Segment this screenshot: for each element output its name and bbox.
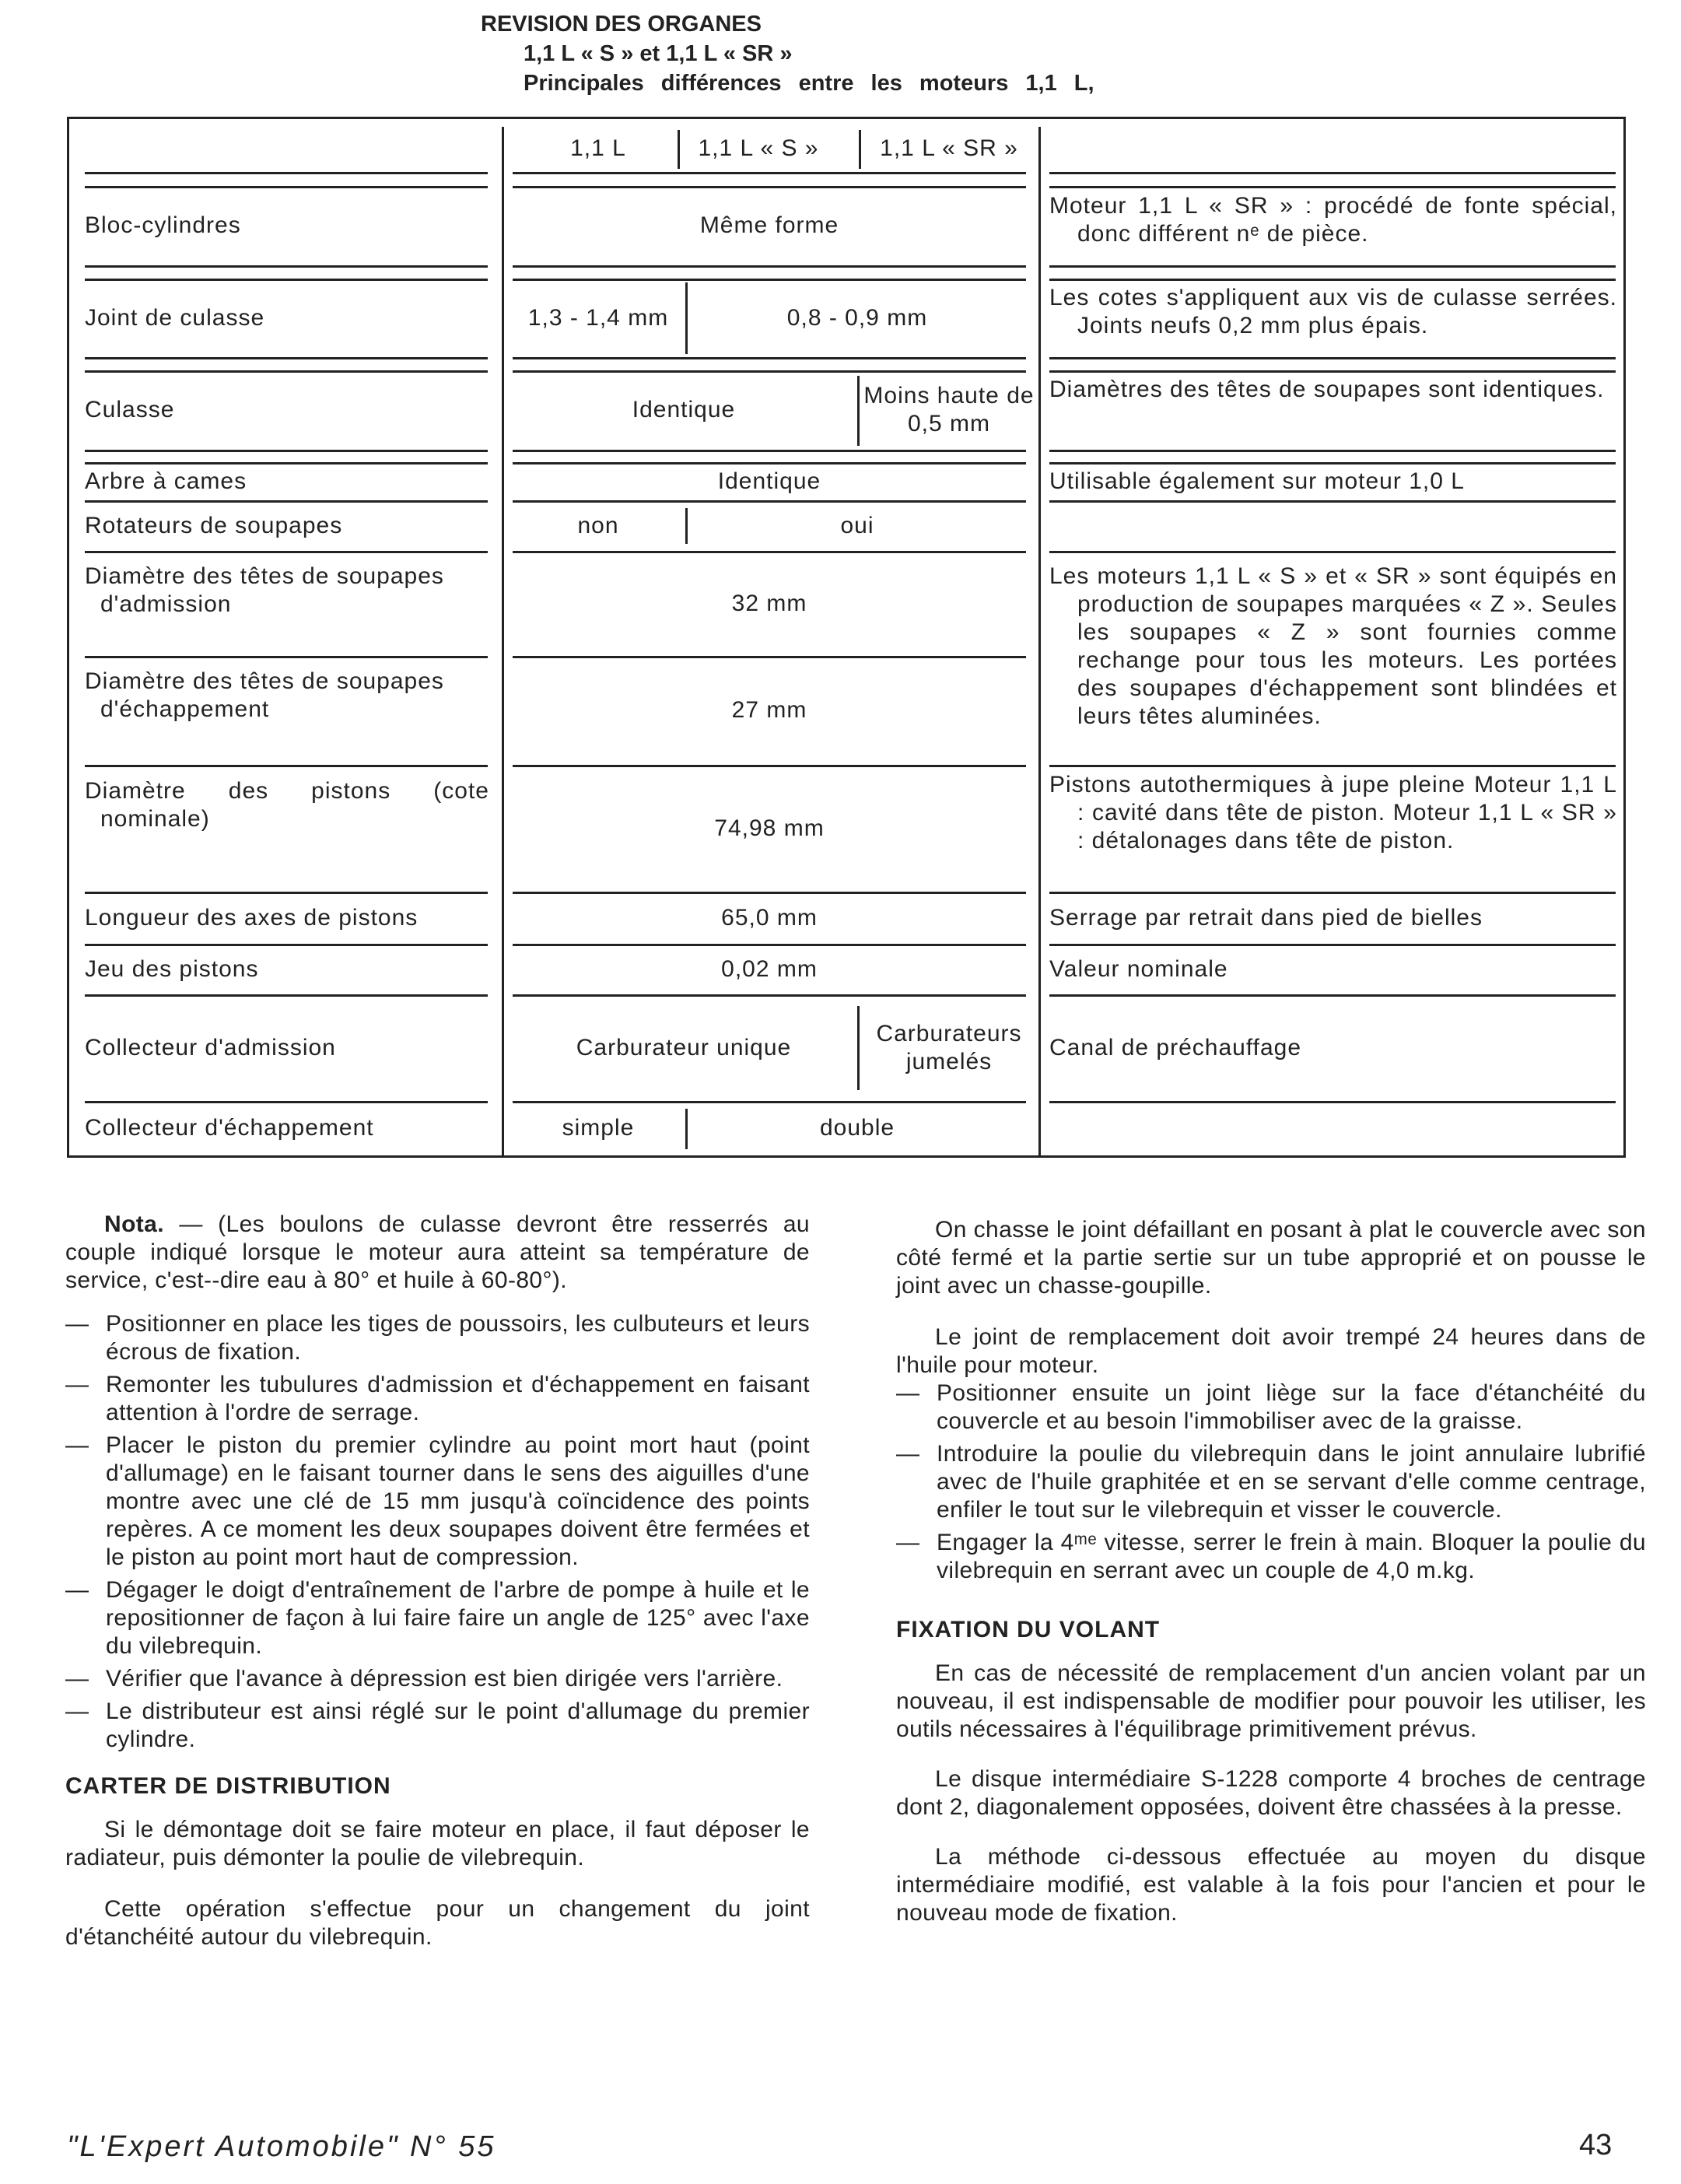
row-label-pistons: Diamètre des pistons (cote nominale) bbox=[85, 778, 489, 832]
row-label-coll-ech: Collecteur d'échappement bbox=[85, 1115, 374, 1141]
row-note-pistons: Pistons autothermiques à jupe pleine Moteur 1,1 L : cavité dans tête de piston. Moteur 1,1 L « SR » : détalonages dans tête de piston. bbox=[1049, 772, 1617, 854]
row-label-coll-adm: Collecteur d'admission bbox=[85, 1035, 336, 1060]
row-label-joint: Joint de culasse bbox=[85, 305, 265, 331]
paragraph: La méthode ci-dessous effectuée au moyen du disque intermédiaire modifié, est valable à la fois pour l'ancien et pour le nouveau mode de fixation. bbox=[896, 1844, 1646, 1926]
left-column bbox=[65, 1211, 810, 1951]
row-value-joint-1-1l: 1,3 - 1,4 mm bbox=[527, 305, 669, 331]
row-value-arbre: Identique bbox=[717, 468, 821, 494]
row-note-joint: Les cotes s'appliquent aux vis de culasse serrées. Joints neufs 0,2 mm plus épais. bbox=[1049, 285, 1617, 338]
row-note-culasse: Diamètres des têtes de soupapes sont identiques. bbox=[1049, 377, 1605, 402]
section-title-volant: FIXATION DU VOLANT bbox=[896, 1617, 1161, 1642]
row-value-coll-ech-1-1l: simple bbox=[562, 1115, 635, 1141]
comparison-table bbox=[67, 117, 1626, 1158]
row-label-bloc: Bloc-cylindres bbox=[85, 212, 241, 238]
nota-paragraph bbox=[65, 1211, 810, 1295]
row-value-pistons: 74,98 mm bbox=[714, 815, 825, 841]
right-column bbox=[896, 1216, 1646, 1927]
nota-text: — (Les boulons de culasse devront être resserrés au couple indiqué lorsque le moteur aura atteint sa température de service, c'est--dire eau à 80° et huile à 60-80°). bbox=[65, 1211, 810, 1293]
row-note-coll-adm: Canal de préchauffage bbox=[1049, 1035, 1302, 1060]
header-subtitle-2: Principales différences entre les moteurs 1,1 L, bbox=[524, 71, 1094, 96]
list-item: — Dégager le doigt d'entraînement de l'arbre de pompe à huile et le repositionner de façon à lui faire faire un angle de 125° avec l'axe du vilebrequin. bbox=[65, 1577, 810, 1659]
row-value-coll-adm-sr: Carburateurs jumelés bbox=[876, 1021, 1022, 1074]
row-label-culasse: Culasse bbox=[85, 397, 175, 422]
nota-label: Nota. bbox=[104, 1211, 164, 1237]
list-item: — Vérifier que l'avance à dépression est bien dirigée vers l'arrière. bbox=[65, 1666, 783, 1691]
row-value-culasse-sr: Moins haute de 0,5 mm bbox=[863, 383, 1035, 436]
list-item: — Introduire la poulie du vilebrequin dans le joint annulaire lubrifié avec de l'huile graphitée et en se servant d'elle comme centrage, enfiler le tout sur le vilebrequin et visser le couvercle. bbox=[896, 1441, 1646, 1523]
row-value-rotateurs-1-1l: non bbox=[577, 513, 619, 538]
row-value-rotateurs-s-sr: oui bbox=[840, 513, 874, 538]
row-label-arbre: Arbre à cames bbox=[85, 468, 247, 494]
header-subtitle: 1,1 L « S » et 1,1 L « SR » bbox=[524, 41, 793, 66]
row-label-diam-adm: Diamètre des têtes de soupapes d'admission bbox=[85, 563, 444, 617]
list-item: — Placer le piston du premier cylindre au point mort haut (point d'allumage) en le faisant tourner dans le sens des aiguilles d'une montre avec une clé de 15 mm jusqu'à coïncidence des points repères. A ce moment les deux soupapes doivent être fermées et le piston au point mort haut de compression. bbox=[65, 1432, 810, 1570]
row-note-jeu: Valeur nominale bbox=[1049, 956, 1228, 982]
row-value-joint-s-sr: 0,8 - 0,9 mm bbox=[786, 305, 928, 331]
row-value-axes: 65,0 mm bbox=[721, 905, 818, 931]
paragraph: Cette opération s'effectue pour un changement du joint d'étanchéité autour du vilebrequin. bbox=[65, 1896, 810, 1950]
row-value-diam-ech: 27 mm bbox=[731, 697, 807, 723]
row-label-diam-ech: Diamètre des têtes de soupapes d'échappement bbox=[85, 668, 444, 722]
paragraph: Si le démontage doit se faire moteur en place, il faut déposer le radiateur, puis démonter la poulie de vilebrequin. bbox=[65, 1817, 810, 1870]
row-label-rotateurs: Rotateurs de soupapes bbox=[85, 513, 343, 538]
col-header-1-1l-sr: 1,1 L « SR » bbox=[880, 135, 1018, 161]
row-value-diam-adm: 32 mm bbox=[731, 591, 807, 616]
row-note-axes: Serrage par retrait dans pied de bielles bbox=[1049, 905, 1483, 931]
list-item: — Positionner ensuite un joint liège sur la face d'étanchéité du couvercle et au besoin l'immobiliser avec de la graisse. bbox=[896, 1380, 1646, 1434]
list-item: — Engager la 4ᵐᵉ vitesse, serrer le frein à main. Bloquer la poulie du vilebrequin en serrant avec un couple de 4,0 m.kg. bbox=[896, 1530, 1646, 1583]
page-header bbox=[481, 9, 1094, 98]
row-label-axes: Longueur des axes de pistons bbox=[85, 905, 418, 931]
paragraph: En cas de nécessité de remplacement d'un ancien volant par un nouveau, il est indispensable de modifier pour pouvoir les utiliser, les outils nécessaires à l'équilibrage primitivement prévus. bbox=[896, 1660, 1646, 1742]
col-header-1-1l-s: 1,1 L « S » bbox=[698, 135, 819, 161]
col-header-1-1l: 1,1 L bbox=[570, 135, 626, 161]
list-item: — Remonter les tubulures d'admission et d'échappement en faisant attention à l'ordre de serrage. bbox=[65, 1372, 810, 1425]
paragraph: Le disque intermédiaire S-1228 comporte 4 broches de centrage dont 2, diagonalement opposées, doivent être chassées à la presse. bbox=[896, 1766, 1646, 1820]
publication-footer: "L'Expert Automobile" N° 55 bbox=[67, 2130, 496, 2163]
header-title: REVISION DES ORGANES bbox=[481, 12, 762, 37]
page-number: 43 bbox=[1579, 2129, 1613, 2161]
row-value-coll-adm-l-s: Carburateur unique bbox=[576, 1035, 792, 1060]
row-value-bloc: Même forme bbox=[699, 212, 839, 238]
row-note-arbre: Utilisable également sur moteur 1,0 L bbox=[1049, 468, 1465, 494]
row-value-culasse-l-s: Identique bbox=[632, 397, 736, 422]
col-divider-1 bbox=[502, 127, 504, 1158]
row-value-coll-ech-s-sr: double bbox=[819, 1115, 895, 1141]
list-item: — Le distributeur est ainsi réglé sur le point d'allumage du premier cylindre. bbox=[65, 1698, 810, 1752]
row-note-bloc: Moteur 1,1 L « SR » : procédé de fonte spécial, donc différent nᵉ de pièce. bbox=[1049, 193, 1617, 247]
paragraph: Le joint de remplacement doit avoir trempé 24 heures dans de l'huile pour moteur. bbox=[896, 1324, 1646, 1378]
col-divider-2 bbox=[1038, 127, 1041, 1158]
list-item: — Positionner en place les tiges de poussoirs, les culbuteurs et leurs écrous de fixation. bbox=[65, 1311, 810, 1365]
row-label-jeu: Jeu des pistons bbox=[85, 956, 259, 982]
row-value-jeu: 0,02 mm bbox=[721, 956, 818, 982]
paragraph: On chasse le joint défaillant en posant à plat le couvercle avec son côté fermé et la partie sertie sur un tube approprié et on pousse le joint avec un chasse-goupille. bbox=[896, 1217, 1646, 1299]
section-title-carter: CARTER DE DISTRIBUTION bbox=[65, 1773, 391, 1799]
row-note-soupapes: Les moteurs 1,1 L « S » et « SR » sont équipés en production de soupapes marquées « Z ». Seules les soupapes « Z » sont fournies comme rechange pour tous les moteurs. Les portées des soupapes d'échappement sont blindées et leurs têtes aluminées. bbox=[1049, 563, 1617, 729]
